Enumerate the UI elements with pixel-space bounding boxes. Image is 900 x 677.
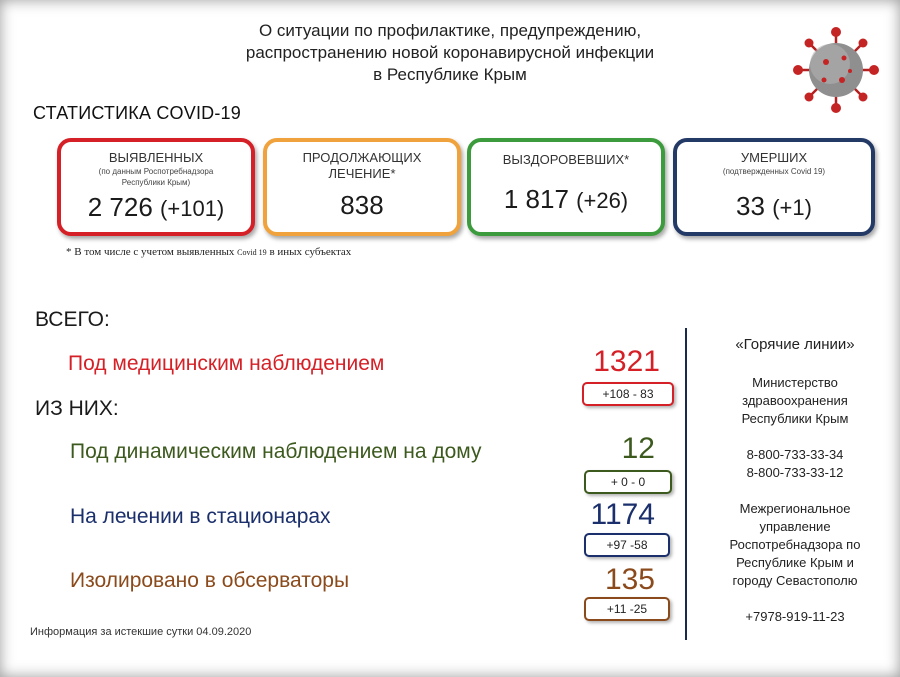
card-ongoing-label-1: ПРОДОЛЖАЮЩИХ <box>302 150 422 165</box>
card-ongoing-value: 838 <box>340 190 384 220</box>
card-detected-delta: (+101) <box>160 196 225 221</box>
card-detected-value-row <box>61 192 251 223</box>
row-medical-observation-delta: +108 - 83 <box>582 382 674 406</box>
rospotrebnadzor-block <box>700 500 890 590</box>
card-detected <box>57 138 255 236</box>
card-ongoing-label-2: ЛЕЧЕНИЕ* <box>328 166 396 181</box>
hotlines-panel <box>700 336 890 626</box>
all-label: ВСЕГО: <box>35 308 110 331</box>
card-deceased-label: УМЕРШИХ <box>740 150 808 165</box>
card-recovered <box>467 138 665 236</box>
rpn-line-3: Роспотребнадзора по <box>729 537 861 552</box>
page-title <box>200 20 700 86</box>
row-observatory-value: 135 <box>604 563 655 596</box>
row-medical-observation-value: 1321 <box>593 345 660 378</box>
card-detected-label: ВЫЯВЛЕННЫХ <box>108 150 204 165</box>
row-medical-observation-label: Под медицинским наблюдением <box>68 352 385 375</box>
footnote <box>66 246 351 258</box>
title-line-2: распространению новой коронавирусной инфекции <box>245 43 655 62</box>
row-observatory-label: Изолировано в обсерваторы <box>70 569 350 592</box>
card-deceased-value: 33 <box>736 191 765 221</box>
row-hospital-delta: +97 -58 <box>584 533 670 557</box>
row-home-observation-label: Под динамическим наблюдением на дому <box>70 440 482 463</box>
ministry-line-3: Республики Крым <box>741 411 849 426</box>
card-deceased <box>673 138 875 236</box>
ministry-line-2: здравоохранения <box>742 393 848 408</box>
row-observatory-delta: +11 -25 <box>584 597 670 621</box>
card-ongoing <box>263 138 461 236</box>
of-them-label: ИЗ НИХ: <box>35 397 119 420</box>
footnote-part-3: в иных субъектах <box>269 246 352 258</box>
card-recovered-value-row <box>471 184 661 215</box>
rpn-line-5: городу Севастополю <box>732 573 858 588</box>
card-detected-sub-1: (по данным Роспотребнадзора <box>98 167 214 176</box>
footnote-part-1: * В том числе с учетом выявленных <box>66 246 235 258</box>
card-detected-value: 2 726 <box>87 192 153 222</box>
phone-2: 8-800-733-33-12 <box>746 465 844 480</box>
row-home-observation-delta: + 0 - 0 <box>584 470 672 494</box>
row-home-observation-value: 12 <box>621 432 655 465</box>
info-date: Информация за истекшие сутки 04.09.2020 <box>30 626 252 638</box>
phone-3: +7978-919-11-23 <box>745 609 845 624</box>
card-deceased-sub: (подтвержденных Covid 19) <box>722 167 826 176</box>
rpn-line-2: управление <box>759 519 831 534</box>
title-line-1: О ситуации по профилактике, предупреждению, <box>258 21 642 40</box>
stats-heading: СТАТИСТИКА COVID-19 <box>33 103 241 123</box>
row-hospital-value: 1174 <box>590 498 655 531</box>
ministry-line-1: Министерство <box>752 375 838 390</box>
coronavirus-icon <box>790 24 882 116</box>
rpn-line-4: Республике Крым и <box>736 555 854 570</box>
card-detected-sub-2: Республики Крым) <box>121 178 191 187</box>
footnote-part-2: Covid 19 <box>237 248 267 257</box>
ministry-block <box>700 374 890 428</box>
hotlines-heading: «Горячие линии» <box>735 336 855 353</box>
card-deceased-value-row <box>677 191 871 222</box>
rpn-line-1: Межрегиональное <box>739 501 851 516</box>
ministry-phones <box>700 446 890 482</box>
row-hospital-label: На лечении в стационарах <box>70 505 331 528</box>
card-recovered-label: ВЫЗДОРОВЕВШИХ* <box>502 152 630 167</box>
card-deceased-delta: (+1) <box>772 195 812 220</box>
card-recovered-delta: (+26) <box>576 188 629 213</box>
card-recovered-value: 1 817 <box>503 184 569 214</box>
phone-1: 8-800-733-33-34 <box>746 447 844 462</box>
vertical-divider <box>685 328 687 640</box>
title-line-3: в Республике Крым <box>373 65 527 84</box>
